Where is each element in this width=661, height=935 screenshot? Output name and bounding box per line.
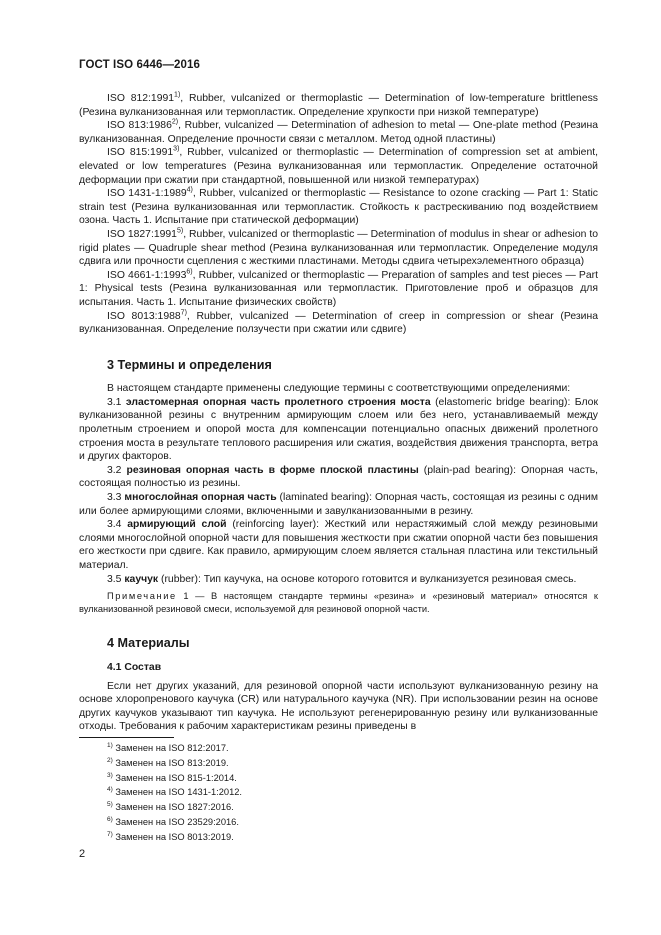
section-3-intro: В настоящем стандарте применены следующие термины с соответствующими определениями:: [107, 383, 571, 395]
term-definition: 3.1 эластомерная опорная часть пролетного строения моста (elastomeric bridge bearing): Блок вулканизованной резины с внутренним армирующим слоем или без него, устанавливаемый между пролетным строением и опорой моста для компенсации потенциально опасных движений пролетного строения моста в результате теплового расширения или сжатия, воздействия движения транспорта, ветра и других факторов.: [79, 396, 598, 463]
section-4-heading: 4 Материалы: [107, 636, 190, 651]
footnote: $^{5)}$ Заменен на ISO 1827:2016.: [107, 801, 234, 813]
term-name: многослойная опорная часть: [124, 492, 277, 504]
term-name: эластомерная опорная часть пролетного строения моста: [125, 396, 431, 408]
term-name: каучук: [124, 573, 159, 585]
reference-item: ISO 1431-1:1989$^{4)}$, Rubber, vulcanized or thermoplastic — Resistance to ozone cracking — Part 1: Static strain test (Резина вулканизованная или термопластик. Стойкость к растрескиванию под воздействием озона. Часть 1. Испытание при статической деформации): [79, 186, 598, 227]
term-name: армирующий слой: [127, 519, 227, 531]
term-definition: 3.3 многослойная опорная часть (laminated bearing): Опорная часть, состоящая из резины с одним или более армирующими слоями, включенными и завулканизованными в резину.: [79, 492, 598, 517]
term-definition: 3.4 армирующий слой (reinforcing layer): Жесткий или нерастяжимый слой между резиновыми слоями многослойной опорной части для повышения жесткости при сжатии опорной части без повышения его жесткости при сдвиге. Как правило, армирующим слоем является стальная пластина или текстильный материал.: [79, 519, 598, 571]
section-4-paragraph: Если нет других указаний, для резиновой опорной части используют вулканизованную резину на основе хлоропренового каучука (CR) или натурального каучука (NR). При использовании резин на основе других каучуков указывают тип каучука. Не используют регенерированную резину или вулканизованные отходы. Требования к рабочим характеристикам резины приведены в: [79, 680, 598, 733]
term-definition: 3.2 резиновая опорная часть в форме плоской пластины (plain-pad bearing): Опорная часть, состоящая полностью из резины.: [79, 464, 599, 490]
footnote: $^{3)}$ Заменен на ISO 815-1:2014.: [107, 771, 237, 783]
footnote: $^{2)}$ Заменен на ISO 813:2019.: [107, 756, 229, 768]
reference-item: ISO 1827:1991$^{5)}$, Rubber, vulcanized or thermoplastic — Determination of modulus in shear or adhesion to rigid plates — Quadruple shear method (Резина вулканизованная или термопластик. Определение модуля сдвига или прочности сцепления с жесткими пластинами. Методы сдвига четырехэлементного образца): [79, 227, 599, 268]
note-label: Примечание: [107, 591, 177, 602]
footnote: $^{7)}$ Заменен на ISO 8013:2019.: [107, 830, 234, 842]
footnote: $^{4)}$ Заменен на ISO 1431-1:2012.: [107, 786, 243, 798]
reference-item: ISO 815:1991$^{3)}$, Rubber, vulcanized or thermoplastic — Determination of compression set at ambient, elevated or low temperatures (Резина вулканизованная или термопластик. Определение остаточной деформации при сжатии при стандартной, повышенной или низкой температурах): [79, 145, 599, 186]
footnote: $^{1)}$ Заменен на ISO 812:2017.: [107, 741, 229, 753]
footnote: $^{6)}$ Заменен на ISO 23529:2016.: [107, 815, 239, 827]
section-3-heading: 3 Термины и определения: [107, 357, 272, 372]
reference-item: ISO 813:1986$^{2)}$, Rubber, vulcanized — Determination of adhesion to metal — One-plate method (Резина вулканизованная. Определение прочности связи с металлом. Метод одной пластины): [79, 118, 599, 145]
term-definition: 3.5 каучук (rubber): Тип каучука, на основе которого готовится и вулканизуется резиновая смесь.: [107, 573, 577, 585]
reference-item: ISO 8013:1988$^{7)}$, Rubber, vulcanized — Determination of creep in compression or shear (Резина вулканизованная. Определение ползучести при сжатии или сдвиге): [79, 309, 598, 336]
subsection-4-1-heading: 4.1 Состав: [107, 661, 162, 673]
footnotes: [79, 741, 242, 845]
reference-item: ISO 812:1991$^{1)}$, Rubber, vulcanized or thermoplastic — Determination of low-temperature brittleness (Резина вулканизованная или термопластик. Определение хрупкости при низкой температуре): [79, 91, 599, 118]
note: Примечание 1 — В настоящем стандарте термины «резина» и «резиновый материал» относятся к вулканизованной резиновой смеси, используемой для резиновой опорной части.: [79, 591, 598, 614]
footnote-divider: [79, 737, 174, 738]
reference-item: ISO 4661-1:1993$^{6)}$, Rubber, vulcanized or thermoplastic — Preparation of samples and test pieces — Part 1: Physical tests (Резина вулканизованная или термопластик. Приготовление проб и образцов для испытания. Часть 1. Испытание физических свойств): [79, 268, 598, 308]
document-header: ГОСТ ISO 6446—2016: [79, 59, 201, 71]
term-name: резиновая опорная часть в форме плоской пластины: [126, 464, 419, 476]
page-number: 2: [79, 848, 86, 860]
document-body: [79, 92, 598, 734]
